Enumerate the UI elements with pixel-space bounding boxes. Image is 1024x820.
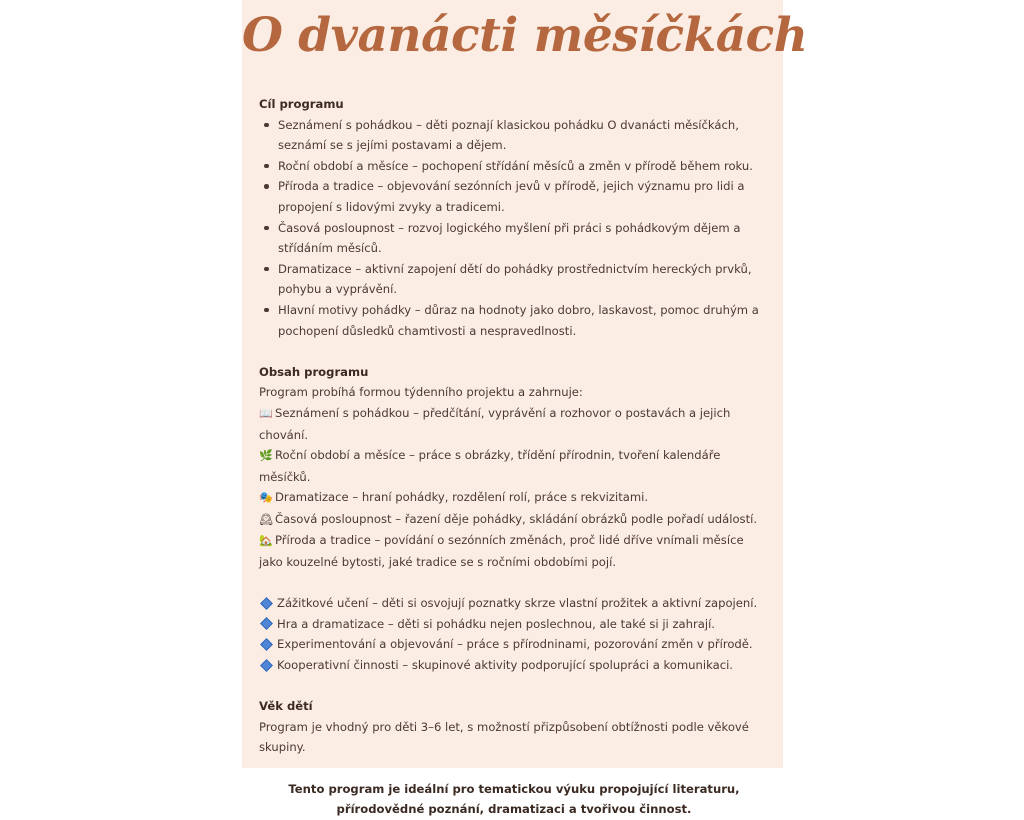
list-item: Roční období a měsíce – pochopení střídání měsíců a změn v přírodě během roku. xyxy=(278,156,769,177)
method-item: Zážitkové učení – děti si osvojují poznatky skrze vlastní prožitek a aktivní zapojení. xyxy=(259,593,769,614)
content-item: 📖 Seznámení s pohádkou – předčítání, vyprávění a rozhovor o postavách a jejich chování. xyxy=(259,405,731,442)
blue-diamond-icon xyxy=(260,638,273,651)
content-heading: Obsah programu xyxy=(259,364,369,379)
content-item: 🏡 Příroda a tradice – povídání o sezónních změnách, proč lidé dříve vnímali měsíce jako kouzelné bytosti, jaké tradice se s ročními obdobími pojí. xyxy=(259,533,744,570)
list-item: Časová posloupnost – rozvoj logického myšlení při práci s pohádkovým dějem a střídáním měsíců. xyxy=(278,218,769,259)
document-body xyxy=(259,94,769,820)
clock-icon: 🕰 xyxy=(259,512,273,526)
method-item: Experimentování a objevování – práce s přírodninami, pozorování změn v přírodě. xyxy=(259,634,769,655)
age-text: Program je vhodný pro děti 3–6 let, s možností přizpůsobení obtížnosti podle věkové skupiny. xyxy=(259,719,749,755)
page-title: O dvanácti měsíčkách xyxy=(242,8,808,63)
age-heading: Věk dětí xyxy=(259,699,313,714)
list-item: Hlavní motivy pohádky – důraz na hodnoty jako dobro, laskavost, pomoc druhým a pochopení důsledků chamtivosti a nespravedlnosti. xyxy=(278,300,769,341)
list-item: Příroda a tradice – objevování sezónních jevů v přírodě, jejich významu pro lidi a propojení s lidovými zvyky a tradicemi. xyxy=(278,176,769,217)
method-item: Kooperativní činnosti – skupinové aktivity podporující spolupráci a komunikaci. xyxy=(259,655,769,676)
content-item: 🕰 Časová posloupnost – řazení děje pohádky, skládání obrázků podle pořadí událostí. xyxy=(259,509,769,531)
goal-heading: Cíl programu xyxy=(259,97,344,111)
herb-icon: 🌿 xyxy=(259,449,273,463)
blue-diamond-icon xyxy=(260,659,273,672)
theater-masks-icon: 🎭 xyxy=(259,491,273,505)
book-icon: 📖 xyxy=(259,406,273,420)
list-item: Dramatizace – aktivní zapojení dětí do pohádky prostřednictvím hereckých prvků, pohybu a vyprávění. xyxy=(278,259,769,300)
content-item: 🎭 Dramatizace – hraní pohádky, rozdělení rolí, práce s rekvizitami. xyxy=(259,487,769,509)
list-item: Seznámení s pohádkou – děti poznají klasickou pohádku O dvanácti měsíčkách, seznámí se s jejími postavami a dějem. xyxy=(278,115,769,156)
closing-statement: Tento program je ideální pro tematickou výuku propojující literaturu, přírodovědné poznání, dramatizaci a tvořivou činnost. xyxy=(288,781,740,817)
content-item: 🌿 Roční období a měsíce – práce s obrázky, třídění přírodnin, tvoření kalendáře měsíčků. xyxy=(259,448,721,484)
blue-diamond-icon xyxy=(260,597,273,610)
goal-list xyxy=(259,115,769,342)
house-icon: 🏡 xyxy=(259,534,273,548)
document-page xyxy=(242,0,808,817)
content-intro: Program probíhá formou týdenního projektu a zahrnuje: xyxy=(259,385,583,400)
method-item: Hra a dramatizace – děti si pohádku nejen poslechnou, ale také si ji zahrají. xyxy=(259,614,769,635)
blue-diamond-icon xyxy=(260,617,273,630)
